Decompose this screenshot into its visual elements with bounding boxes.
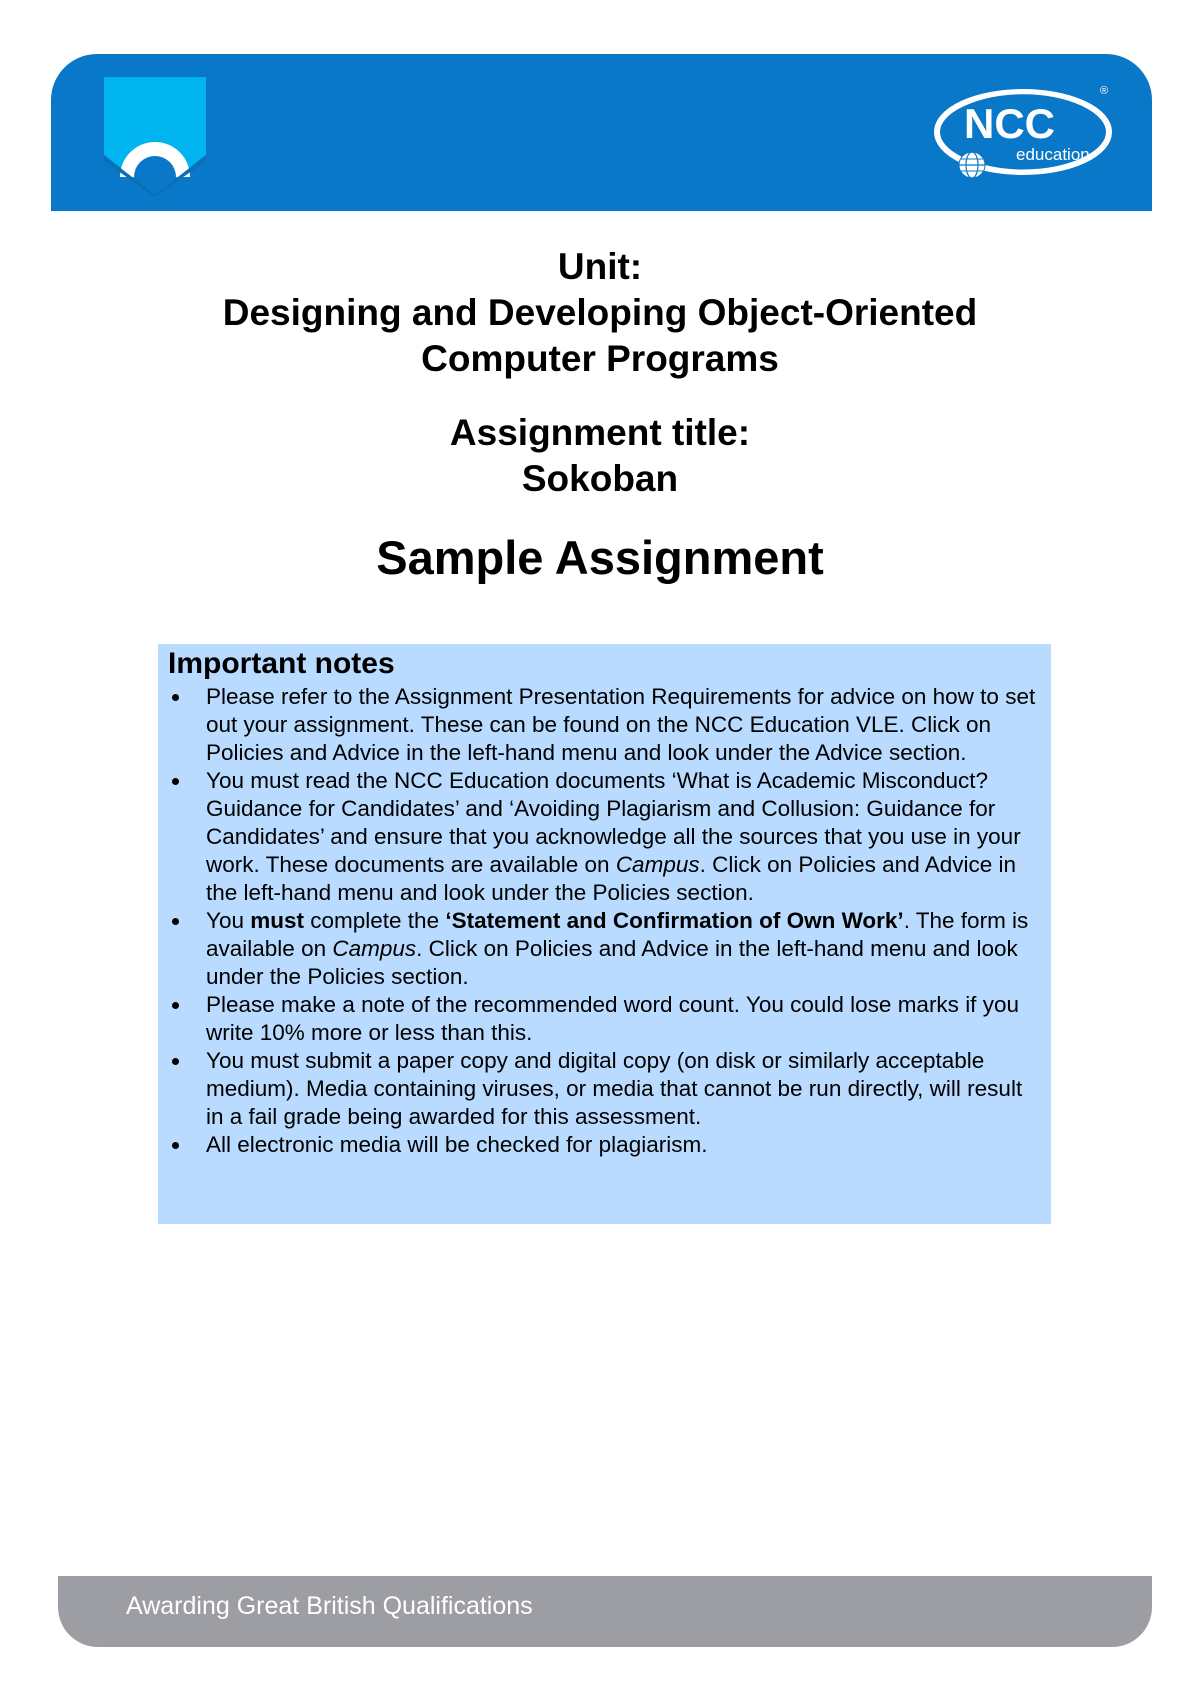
notes-list bbox=[168, 683, 1041, 1159]
note-text: You must submit a paper copy and digital copy (on disk or similarly acceptable medium). Media containing viruses, or media that cannot be run directly, will result in a fail grade being awarded for this assessment. bbox=[206, 1048, 1023, 1129]
notes-heading: Important notes bbox=[168, 647, 395, 680]
registered-mark: ® bbox=[1100, 85, 1109, 97]
assignment-title: Sokoban bbox=[521, 458, 679, 499]
title-block bbox=[0, 244, 1200, 586]
note-bold-phrase: ‘Statement and Confirmation of Own Work’ bbox=[445, 908, 904, 933]
unit-title-line1: Designing and Developing Object-Oriented bbox=[222, 292, 978, 333]
note-emphasis: Campus bbox=[332, 936, 417, 961]
note-item bbox=[168, 767, 1041, 907]
footer-text: Awarding Great British Qualifications bbox=[126, 1592, 533, 1620]
note-item bbox=[168, 991, 1041, 1047]
assignment-label: Assignment title: bbox=[449, 412, 751, 453]
note-item bbox=[168, 683, 1041, 767]
note-bold-word: must bbox=[250, 908, 304, 933]
note-text-after: . Click on Policies and Advice in the left-hand menu and look under the Policies section. bbox=[206, 936, 1018, 989]
note-emphasis: Campus bbox=[615, 852, 700, 877]
important-notes-box bbox=[158, 644, 1051, 1224]
globe-icon bbox=[959, 152, 985, 178]
note-text: All electronic media will be checked for plagiarism. bbox=[206, 1132, 708, 1157]
note-text: You must read the NCC Education documents ‘What is Academic Misconduct? Guidance for Candidates’ and ‘Avoiding Plagiarism and Collusion: Guidance for Candidates’ and ensure that you acknowledge all the sources that you use in your work. These documents are available on bbox=[206, 768, 1021, 877]
unit-title-line2: Computer Programs bbox=[421, 338, 779, 379]
note-item bbox=[168, 1047, 1041, 1131]
note-text: Please refer to the Assignment Presentation Requirements for advice on how to set out your assignment. These can be found on the NCC Education VLE. Click on Policies and Advice in the left-hand menu and look under the Advice section. bbox=[206, 684, 1036, 765]
note-prefix: You bbox=[206, 908, 251, 933]
unit-label: Unit: bbox=[557, 246, 643, 287]
note-item bbox=[168, 907, 1041, 991]
logo-subtext: education bbox=[1016, 145, 1090, 164]
note-text: Please make a note of the recommended word count. You could lose marks if you write 10% more or less than this. bbox=[206, 992, 1019, 1045]
note-item bbox=[168, 1131, 1041, 1159]
note-text-after: . Click on Policies and Advice in the left-hand menu and look under the Policies section. bbox=[206, 852, 1017, 905]
note-text: . The form is available on bbox=[206, 908, 1029, 961]
sample-assignment-title: Sample Assignment bbox=[376, 531, 824, 584]
shield-logo-icon bbox=[104, 77, 206, 197]
logo-text: NCC bbox=[964, 100, 1055, 147]
footer-banner bbox=[58, 1576, 1152, 1647]
note-middle: complete the bbox=[304, 908, 446, 933]
ncc-education-logo bbox=[928, 80, 1118, 185]
